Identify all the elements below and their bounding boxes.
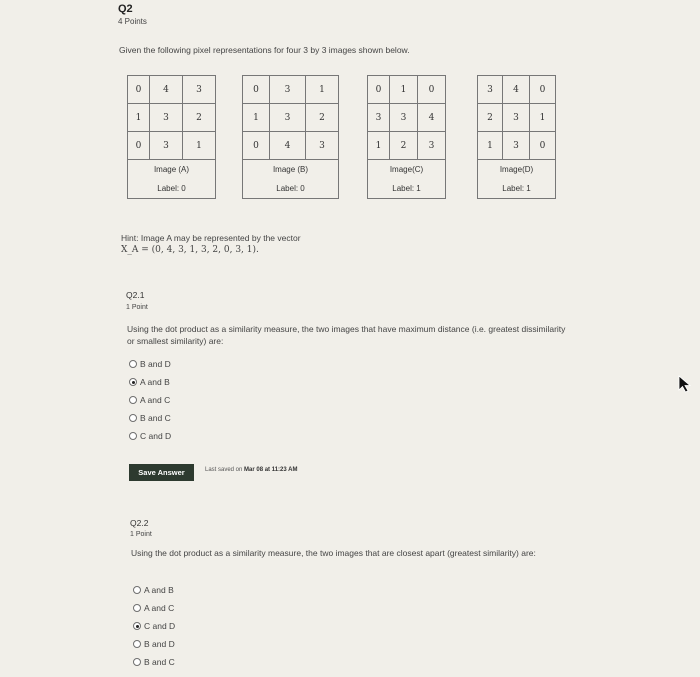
- radio-button[interactable]: [129, 396, 137, 404]
- option-label: A and C: [140, 395, 171, 405]
- image-name: Image(C): [389, 165, 424, 174]
- pixel-cell: 2: [478, 104, 503, 132]
- subquestion-title: Q2.2: [130, 518, 149, 528]
- pixel-cell: 1: [183, 132, 216, 160]
- pixel-cell: 3: [270, 76, 306, 104]
- radio-button[interactable]: [133, 604, 141, 612]
- radio-button[interactable]: [129, 360, 137, 368]
- radio-option[interactable]: [129, 395, 170, 405]
- pixel-cell: 4: [503, 76, 530, 104]
- pixel-cell: 3: [183, 76, 216, 104]
- image-label: Label: 0: [157, 184, 186, 193]
- pixel-cell: 3: [390, 104, 418, 132]
- radio-option[interactable]: [133, 621, 175, 631]
- radio-option[interactable]: [133, 657, 175, 667]
- image-name: Image (B): [272, 165, 309, 174]
- image-c-table: [367, 75, 446, 199]
- question-points: 4 Points: [118, 17, 147, 26]
- radio-button[interactable]: [129, 414, 137, 422]
- subquestion-text: Using the dot product as a similarity measure, the two images that are closest apart (greatest similarity) are:: [131, 548, 536, 558]
- option-label: B and D: [140, 359, 171, 369]
- pixel-cell: 0: [530, 132, 556, 160]
- pixel-cell: 1: [128, 104, 150, 132]
- subquestion-points: 1 Point: [130, 531, 152, 538]
- pixel-cell: 3: [418, 132, 446, 160]
- hint-text: Hint: Image A may be represented by the vector: [121, 233, 301, 243]
- option-label: B and C: [140, 413, 171, 423]
- saved-time: Mar 08 at 11:23 AM: [244, 467, 298, 473]
- image-name: Image(D): [499, 165, 534, 174]
- pixel-cell: 3: [368, 104, 390, 132]
- pixel-cell: 0: [243, 132, 270, 160]
- pixel-cell: 0: [530, 76, 556, 104]
- image-label: Label: 0: [276, 184, 305, 193]
- pixel-cell: 0: [418, 76, 446, 104]
- pixel-cell: 1: [243, 104, 270, 132]
- pixel-cell: 3: [270, 104, 306, 132]
- pixel-cell: 3: [503, 104, 530, 132]
- pixel-cell: 1: [368, 132, 390, 160]
- pixel-cell: 3: [150, 104, 183, 132]
- pixel-cell: 0: [128, 76, 150, 104]
- radio-button-selected[interactable]: [133, 622, 141, 630]
- pixel-cell: 1: [530, 104, 556, 132]
- option-label: A and C: [144, 603, 175, 613]
- image-b-table: [242, 75, 339, 199]
- pixel-cell: 1: [306, 76, 339, 104]
- radio-button[interactable]: [129, 432, 137, 440]
- pixel-cell: 3: [478, 76, 503, 104]
- last-saved-status: [205, 467, 298, 473]
- mouse-cursor-icon: [678, 375, 694, 393]
- pixel-cell: 4: [150, 76, 183, 104]
- question-text: Given the following pixel representations for four 3 by 3 images shown below.: [119, 45, 410, 55]
- pixel-cell: 1: [390, 76, 418, 104]
- pixel-cell: 3: [503, 132, 530, 160]
- save-answer-button[interactable]: Save Answer: [129, 464, 194, 481]
- image-caption: [478, 160, 556, 199]
- option-label: A and B: [140, 377, 170, 387]
- radio-option[interactable]: [129, 413, 171, 423]
- question-title: Q2: [118, 3, 133, 15]
- image-label: Label: 1: [502, 184, 531, 193]
- pixel-cell: 1: [478, 132, 503, 160]
- option-label: C and D: [144, 621, 176, 631]
- image-label: Label: 1: [392, 184, 421, 193]
- radio-option[interactable]: [129, 431, 171, 441]
- subquestion-title: Q2.1: [126, 290, 145, 300]
- option-label: B and D: [144, 639, 175, 649]
- radio-button[interactable]: [133, 658, 141, 666]
- pixel-cell: 2: [306, 104, 339, 132]
- saved-prefix: Last saved on: [205, 467, 243, 473]
- option-label: A and B: [144, 585, 174, 595]
- radio-button[interactable]: [133, 586, 141, 594]
- pixel-cell: 3: [306, 132, 339, 160]
- image-caption: [128, 160, 216, 199]
- image-caption: [368, 160, 446, 199]
- pixel-cell: 4: [418, 104, 446, 132]
- subquestion-points: 1 Point: [126, 304, 148, 311]
- radio-button[interactable]: [133, 640, 141, 648]
- pixel-cell: 0: [368, 76, 390, 104]
- option-label: B and C: [144, 657, 175, 667]
- radio-option[interactable]: [129, 359, 171, 369]
- subquestion-text: Using the dot product as a similarity measure, the two images that have maximum distance (i.e. greatest dissimilarity or smallest similarity) are:: [127, 324, 566, 346]
- hint-vector: X_A = (0, 4, 3, 1, 3, 2, 0, 3, 1).: [121, 245, 259, 255]
- radio-button-selected[interactable]: [129, 378, 137, 386]
- pixel-cell: 2: [390, 132, 418, 160]
- image-name: Image (A): [153, 165, 190, 174]
- image-a-table: [127, 75, 216, 199]
- image-d-table: [477, 75, 556, 199]
- option-label: C and D: [140, 431, 172, 441]
- hint: [121, 232, 301, 256]
- pixel-cell: 0: [128, 132, 150, 160]
- pixel-cell: 0: [243, 76, 270, 104]
- image-caption: [243, 160, 339, 199]
- radio-option[interactable]: [133, 585, 174, 595]
- radio-option[interactable]: [133, 639, 175, 649]
- pixel-cell: 3: [150, 132, 183, 160]
- pixel-cell: 2: [183, 104, 216, 132]
- radio-option[interactable]: [129, 377, 170, 387]
- pixel-cell: 4: [270, 132, 306, 160]
- radio-option[interactable]: [133, 603, 174, 613]
